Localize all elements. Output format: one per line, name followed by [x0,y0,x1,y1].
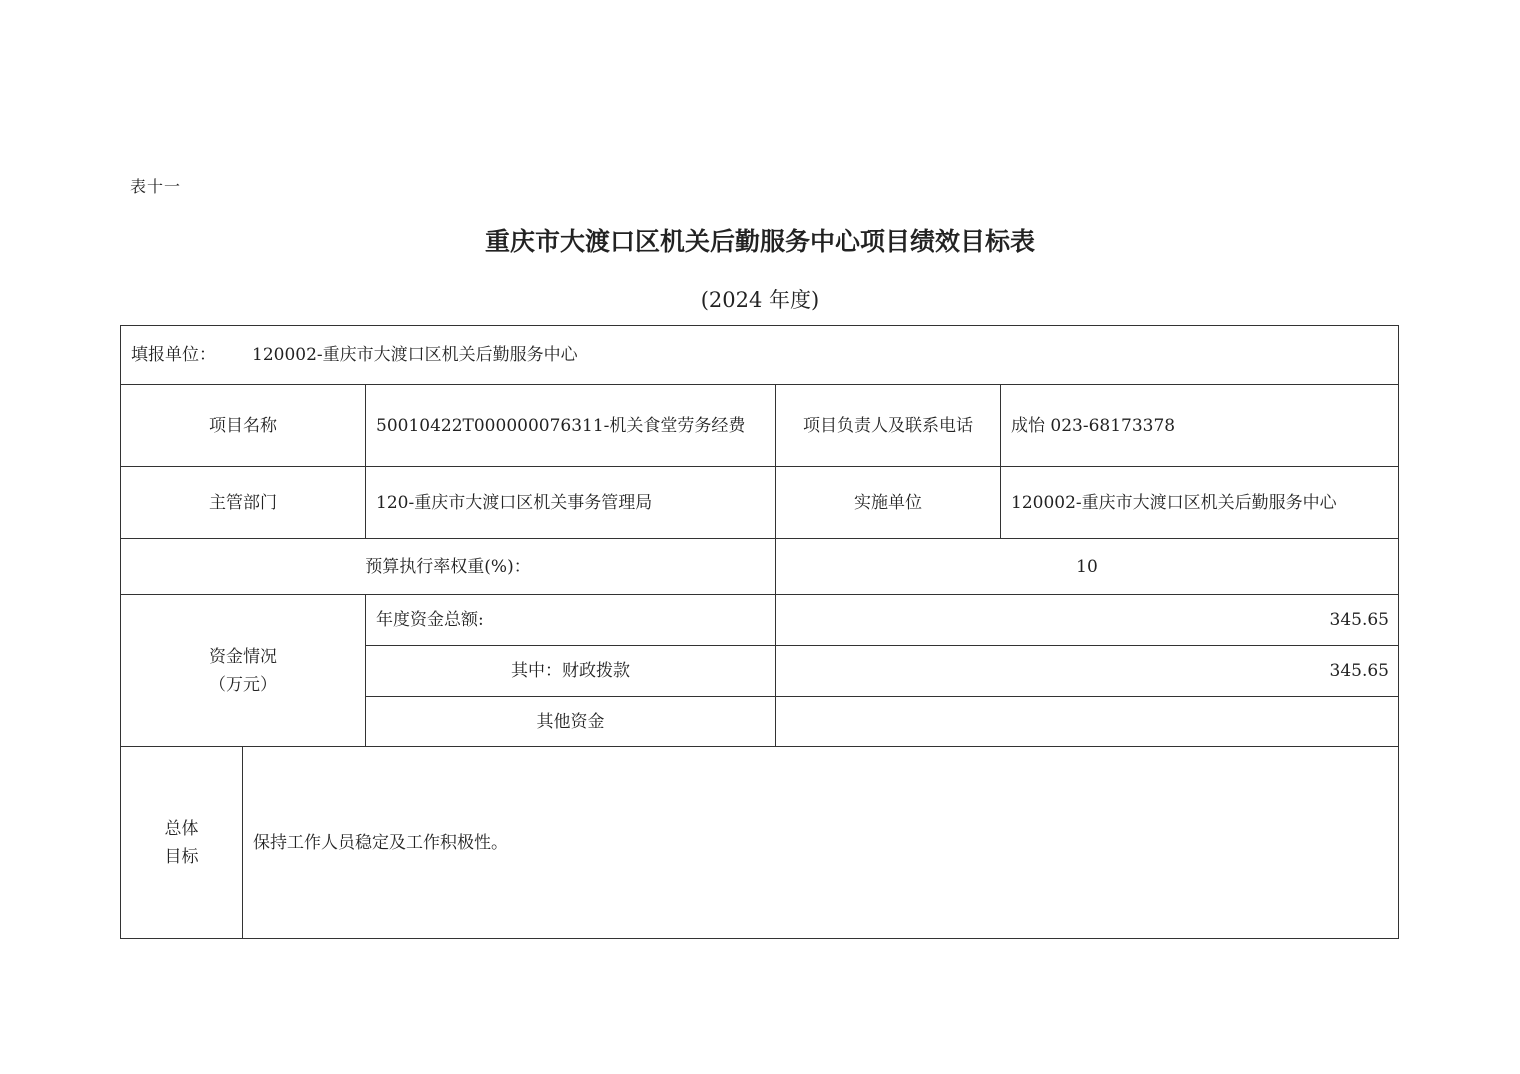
table-number: 表十一 [130,177,182,196]
reporting-unit-row [121,326,1398,385]
annual-total-value: 345.65 [776,595,1398,646]
funds-label-line2: （万元） [209,674,277,695]
performance-target-table [120,325,1399,939]
budget-weight-value: 10 [776,539,1398,595]
goal-label [121,747,243,938]
goal-label-line2: 目标 [164,846,199,867]
goal-value: 保持工作人员稳定及工作积极性。 [253,832,508,853]
contact-value: 成怡 023-68173378 [1001,385,1398,467]
project-name-label: 项目名称 [121,385,366,467]
other-funds-label: 其他资金 [366,697,776,747]
budget-weight-label: 预算执行率权重(%)： [121,539,776,595]
page-subtitle: (2024 年度) [700,288,820,312]
funds-label-line1: 资金情况 [209,646,277,667]
impl-unit-value: 120002-重庆市大渡口区机关后勤服务中心 [1001,467,1398,539]
dept-label: 主管部门 [121,467,366,539]
reporting-unit-label: 填报单位： [131,345,216,365]
funds-label [121,595,366,747]
fiscal-label: 其中：财政拨款 [366,646,776,697]
reporting-unit-value: 120002-重庆市大渡口区机关后勤服务中心 [252,345,578,365]
page-title: 重庆市大渡口区机关后勤服务中心项目绩效目标表 [484,227,1035,256]
annual-total-label: 年度资金总额: [366,595,776,646]
impl-unit-label: 实施单位 [776,467,1001,539]
contact-label: 项目负责人及联系电话 [776,385,1001,467]
project-name-value: 50010422T000000076311-机关食堂劳务经费 [366,385,776,467]
dept-value: 120-重庆市大渡口区机关事务管理局 [366,467,776,539]
goal-label-line1: 总体 [164,818,199,839]
other-funds-value [776,697,1398,747]
fiscal-value: 345.65 [776,646,1398,697]
